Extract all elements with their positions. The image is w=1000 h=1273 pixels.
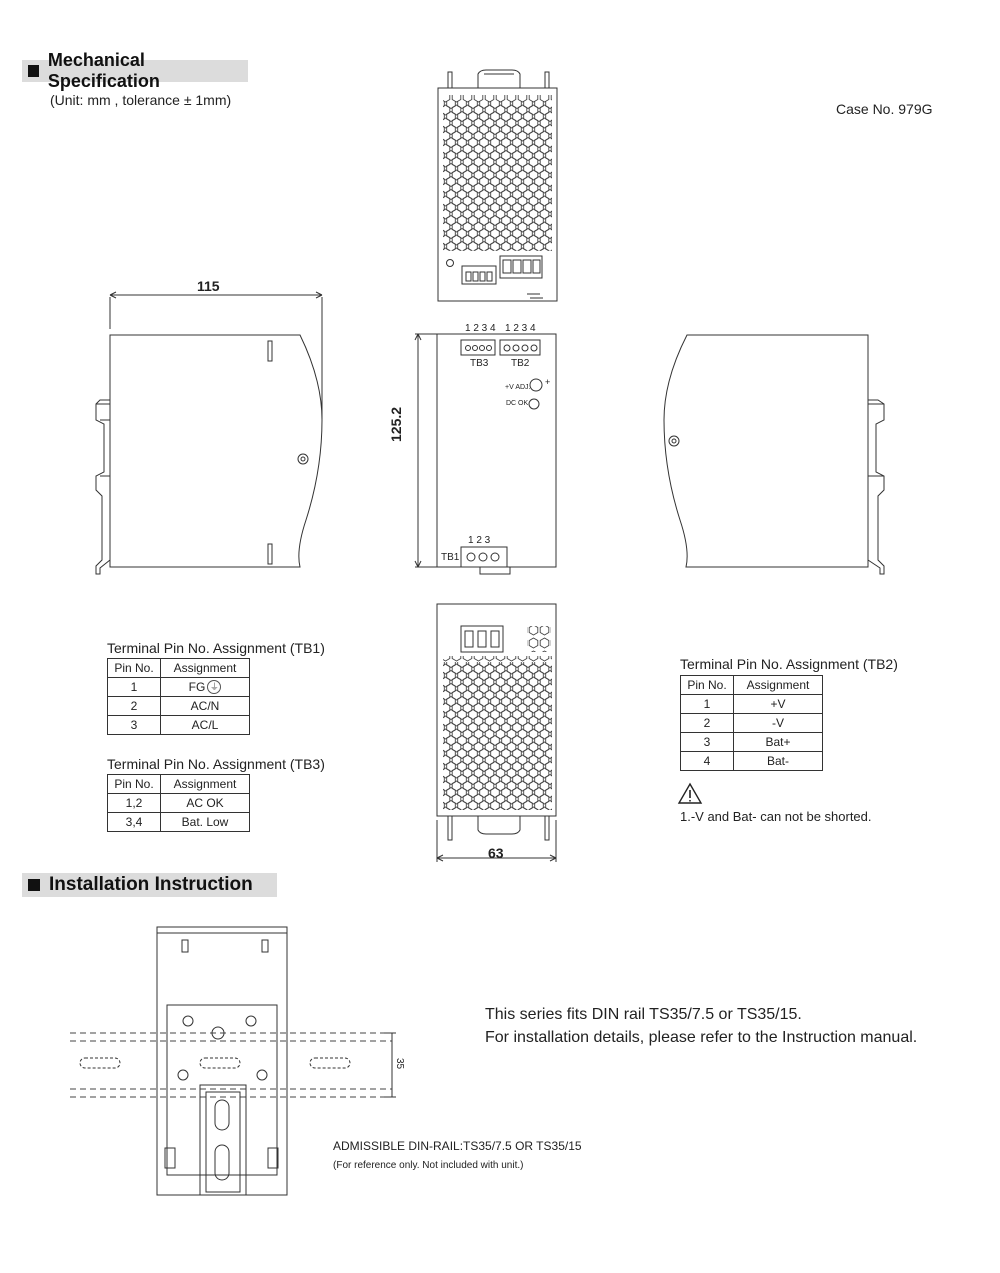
- assignment-cell: AC/N: [161, 697, 250, 716]
- pin-no-cell: 2: [108, 697, 161, 716]
- dimension-height-front: 125.2: [388, 406, 404, 442]
- table-row: [681, 714, 823, 733]
- din-rail-installation-drawing: [70, 927, 396, 1195]
- bottom-view-drawing: [437, 604, 556, 862]
- tb1-table: [107, 658, 250, 735]
- admissible-rail-note: ADMISSIBLE DIN-RAIL:TS35/7.5 OR TS35/15: [333, 1139, 582, 1153]
- install-line-2: For installation details, please refer to the Instruction manual.: [485, 1029, 918, 1046]
- header-pin-no: Pin No.: [108, 659, 161, 678]
- vadj-label: +V ADJ.: [505, 384, 531, 391]
- assignment-cell: Bat+: [734, 733, 823, 752]
- rail-height-dimension: 35: [394, 1058, 405, 1070]
- tb3-caption: Terminal Pin No. Assignment (TB3): [107, 756, 325, 772]
- bullet-square-icon: [28, 879, 40, 891]
- pin-no-cell: 1,2: [108, 794, 161, 813]
- side-view-right-drawing: [664, 335, 884, 574]
- tb1-pin-numbers: 1 2 3: [468, 535, 491, 546]
- table-row: [681, 733, 823, 752]
- table-row: [681, 695, 823, 714]
- table-header-row: [108, 659, 250, 678]
- vadj-plus-label: +: [545, 377, 551, 387]
- pin-no-cell: 3: [681, 733, 734, 752]
- case-number: Case No. 979G: [836, 101, 933, 117]
- ground-symbol-icon: ⏚: [207, 680, 221, 694]
- dcok-label: DC OK: [506, 400, 529, 407]
- side-view-left-drawing: [96, 292, 322, 574]
- tb2-caption: Terminal Pin No. Assignment (TB2): [680, 656, 898, 672]
- header-pin-no: Pin No.: [681, 676, 734, 695]
- tb3-table: [107, 774, 250, 832]
- installation-heading: Installation Instruction: [22, 873, 277, 897]
- table-row: [108, 716, 250, 735]
- top-view-drawing: [438, 70, 557, 301]
- pin-no-cell: 3: [108, 716, 161, 735]
- table-row: [108, 813, 250, 832]
- assignment-cell: +V: [734, 695, 823, 714]
- table-row: [108, 697, 250, 716]
- header-assignment: Assignment: [161, 659, 250, 678]
- assignment-cell: AC/L: [161, 716, 250, 735]
- reference-note: (For reference only. Not included with unit.): [333, 1160, 524, 1171]
- tb1-label: TB1: [441, 552, 460, 563]
- table-row: [681, 752, 823, 771]
- tb1-caption: Terminal Pin No. Assignment (TB1): [107, 640, 325, 656]
- tb2-label: TB2: [511, 358, 530, 369]
- table-row: [108, 678, 250, 697]
- header-assignment: Assignment: [161, 775, 250, 794]
- warning-triangle-icon: [679, 784, 701, 803]
- assignment-cell: Bat-: [734, 752, 823, 771]
- pin-no-cell: 1: [108, 678, 161, 697]
- mechanical-spec-heading: Mechanical Specification: [22, 60, 248, 82]
- table-header-row: [108, 775, 250, 794]
- dimension-depth-bottom: 63: [488, 845, 504, 861]
- assignment-cell: -V: [734, 714, 823, 733]
- tb3-label: TB3: [470, 358, 489, 369]
- unit-note: (Unit: mm , tolerance ± 1mm): [50, 92, 232, 108]
- assignment-cell: Bat. Low: [161, 813, 250, 832]
- table-header-row: [681, 676, 823, 695]
- assignment-cell: FG ⏚: [161, 678, 250, 697]
- warning-note: 1.-V and Bat- can not be shorted.: [680, 809, 872, 824]
- install-line-1: This series fits DIN rail TS35/7.5 or TS35/15.: [485, 1006, 802, 1023]
- pin-no-cell: 2: [681, 714, 734, 733]
- table-row: [108, 794, 250, 813]
- tb3-pin-numbers: 1 2 3 4: [465, 323, 496, 334]
- dimension-width-side: 115: [197, 278, 220, 294]
- header-pin-no: Pin No.: [108, 775, 161, 794]
- pin-no-cell: 4: [681, 752, 734, 771]
- assignment-cell: AC OK: [161, 794, 250, 813]
- tb2-table: [680, 675, 823, 771]
- header-assignment: Assignment: [734, 676, 823, 695]
- pin-no-cell: 3,4: [108, 813, 161, 832]
- tb2-pin-numbers: 1 2 3 4: [505, 323, 536, 334]
- pin-no-cell: 1: [681, 695, 734, 714]
